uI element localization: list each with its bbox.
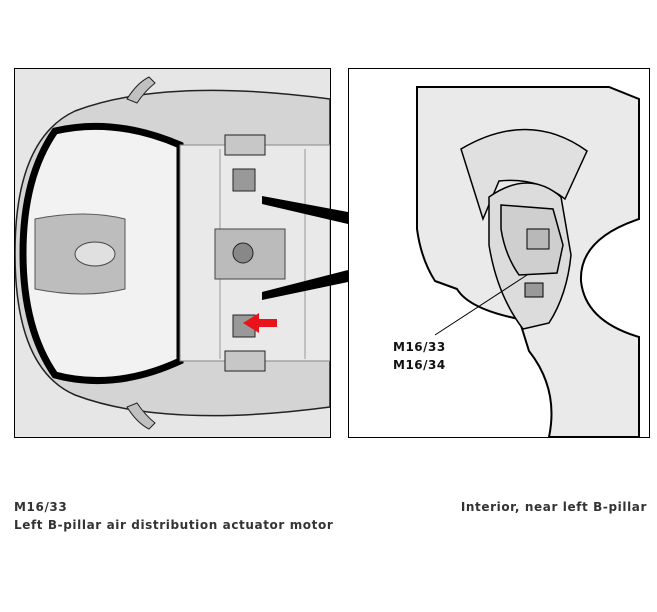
component-location: Interior, near left B-pillar bbox=[460, 500, 647, 514]
callout-label-m16-33: M16/33 bbox=[393, 340, 446, 354]
callout-label-m16-34: M16/34 bbox=[393, 358, 446, 372]
detail-panel bbox=[348, 68, 650, 438]
component-code: M16/33 bbox=[14, 500, 68, 514]
component-description: Left B-pillar air distribution actuator motor bbox=[14, 518, 334, 532]
vehicle-top-view bbox=[15, 69, 330, 437]
vehicle-overview-panel bbox=[14, 68, 331, 438]
b-pillar-detail-illustration bbox=[349, 69, 649, 437]
